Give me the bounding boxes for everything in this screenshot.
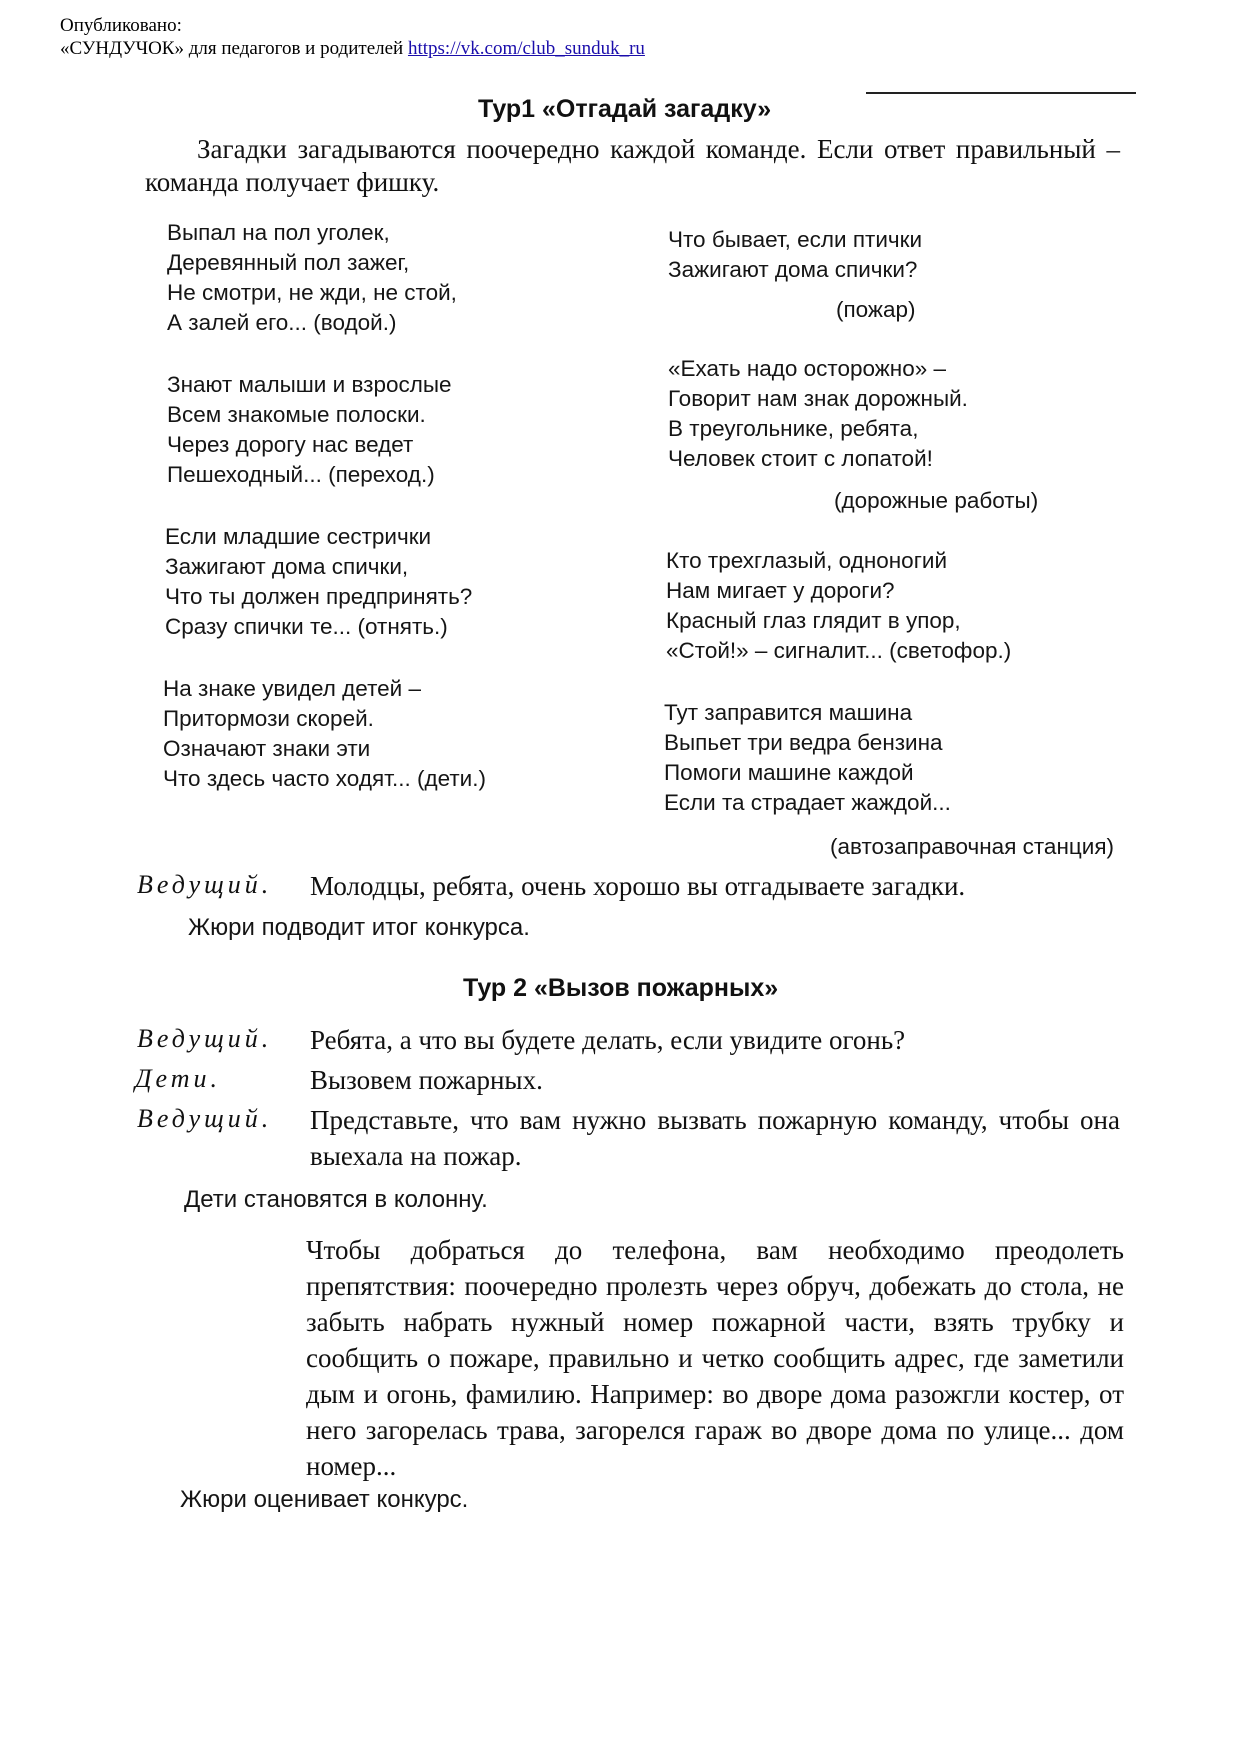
riddle-line: Говорит нам знак дорожный.	[668, 386, 968, 411]
riddle-line: Зажигают дома спички?	[668, 257, 918, 282]
riddle-line: Всем знакомые полоски.	[167, 402, 426, 427]
riddle-line: Если та страдает жаждой...	[664, 790, 951, 815]
riddle-line: Не смотри, не жди, не стой,	[167, 280, 457, 305]
riddle-line: Красный глаз глядит в упор,	[666, 608, 961, 633]
source-line	[60, 37, 645, 60]
riddle-line: А залей его... (водой.)	[167, 310, 397, 335]
dialog-text: Представьте, что вам нужно вызвать пожарную команду, чтобы она выехала на пожар.	[310, 1105, 1120, 1171]
header-rule	[866, 92, 1136, 94]
riddle-line: Помоги машине каждой	[664, 760, 914, 785]
riddle-line: Сразу спички те... (отнять.)	[165, 614, 448, 639]
riddle-line: Человек стоит с лопатой!	[668, 446, 933, 471]
riddle-right-1-answer: (пожар)	[836, 297, 916, 322]
riddle-left-4	[163, 674, 486, 794]
riddle-left-1	[167, 218, 457, 338]
riddle-left-2	[167, 370, 452, 490]
published-label: Опубликовано:	[60, 15, 182, 36]
riddle-right-2	[668, 354, 968, 474]
dialog-speaker: Ведущий.	[137, 1024, 273, 1053]
tour1-intro: Загадки загадываются поочередно каждой команде. Если ответ правильный – команда получает фишку.	[145, 134, 1120, 197]
dialog-text: Ребята, а что вы будете делать, если увидите огонь?	[310, 1025, 906, 1055]
riddle-right-4	[664, 698, 951, 818]
jury-summary: Жюри подводит итог конкурса.	[188, 914, 530, 941]
riddle-line: Нам мигает у дороги?	[666, 578, 895, 603]
riddle-line: Кто трехглазый, одноногий	[666, 548, 948, 573]
riddle-line: Означают знаки эти	[163, 736, 371, 761]
source-link[interactable]: https://vk.com/club_sunduk_ru	[407, 38, 645, 59]
riddle-line: На знаке увидел детей –	[163, 676, 421, 701]
riddle-line: Пешеходный... (переход.)	[167, 462, 435, 487]
jury-evaluation: Жюри оценивает конкурс.	[180, 1486, 469, 1513]
riddle-right-1	[668, 225, 922, 285]
riddle-line: Через дорогу нас ведет	[167, 432, 414, 457]
riddle-right-2-answer: (дорожные работы)	[834, 488, 1039, 513]
contest-instructions: Чтобы добраться до телефона, вам необходимо преодолеть препятствия: поочередно пролезть через обруч, добежать до стола, не забыть набрать нужный номер пожарной части, взять трубку и сообщить о пожаре, правильно и четко сообщить адрес, где заметили дым и огонь, фамилию. Например: во дворе дома разожгли костер, от него загорелась трава, загорелся гараж во дворе дома по улице... дом номер...	[306, 1235, 1124, 1481]
riddle-right-4-answer: (автозаправочная станция)	[830, 834, 1115, 859]
riddle-line: Что ты должен предпринять?	[165, 584, 473, 609]
source-text: «СУНДУЧОК» для педагогов и родителей	[60, 38, 404, 59]
riddle-line: «Стой!» – сигналит... (светофор.)	[666, 638, 1012, 663]
riddle-line: «Ехать надо осторожно» –	[668, 356, 947, 381]
riddle-left-3	[165, 522, 472, 642]
riddle-line: В треугольнике, ребята,	[668, 416, 919, 441]
riddle-line: Что здесь часто ходят... (дети.)	[163, 766, 486, 791]
riddle-line: Что бывает, если птички	[668, 227, 923, 252]
host-label: Ведущий.	[137, 870, 273, 899]
dialog-speaker: Ведущий.	[137, 1104, 273, 1133]
riddle-line: Притормози скорей.	[163, 706, 374, 731]
riddle-line: Если младшие сестрички	[165, 524, 432, 549]
riddle-line: Знают малыши и взрослые	[167, 372, 452, 397]
dialog-speaker: Дети.	[135, 1064, 222, 1093]
publication-header	[60, 14, 645, 60]
tour2-title: Тур 2 «Вызов пожарных»	[463, 974, 779, 1002]
riddle-line: Деревянный пол зажег,	[167, 250, 410, 275]
tour1-title: Тур1 «Отгадай загадку»	[478, 95, 772, 123]
children-line: Дети становятся в колонну.	[184, 1186, 488, 1213]
riddle-right-3	[666, 546, 1011, 666]
riddle-line: Зажигают дома спички,	[165, 554, 409, 579]
riddle-line: Тут заправится машина	[664, 700, 913, 725]
dialog-text: Вызовем пожарных.	[310, 1065, 543, 1095]
riddle-line: Выпал на пол уголек,	[167, 220, 390, 245]
host-remark: Молодцы, ребята, очень хорошо вы отгадываете загадки.	[310, 871, 966, 901]
riddle-line: Выпьет три ведра бензина	[664, 730, 943, 755]
